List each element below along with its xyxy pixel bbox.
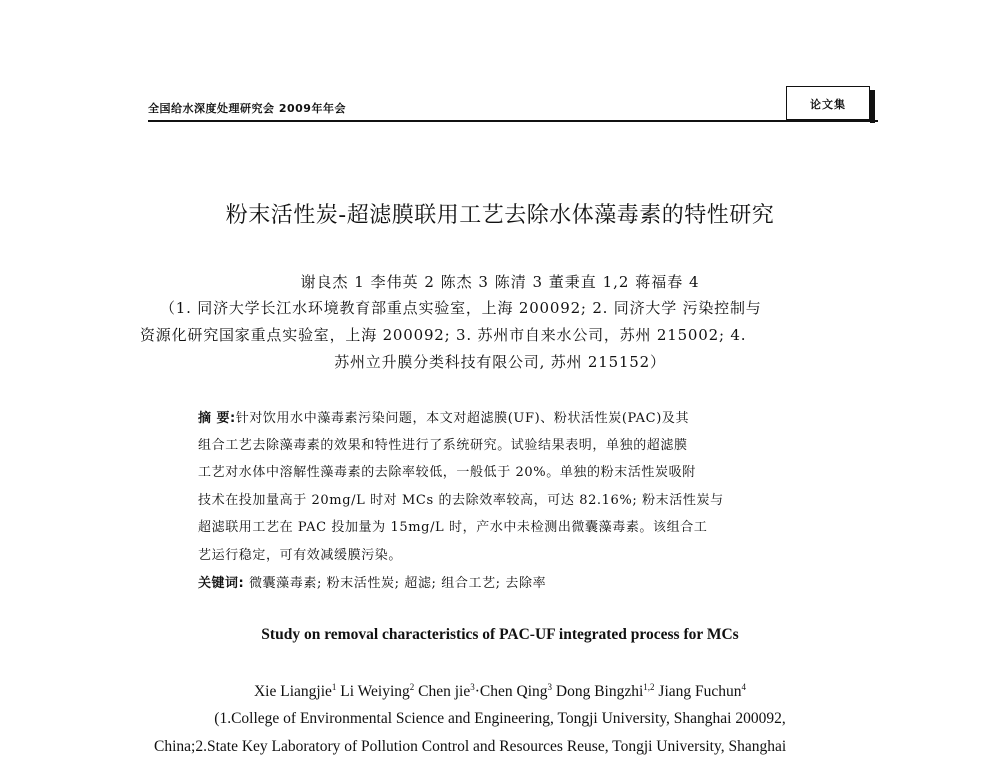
section-badge-shadow <box>870 90 875 123</box>
section-badge <box>786 86 870 120</box>
affiliation-en-line: (1.College of Environmental Science and Engineering, Tongji University, Shanghai 200092, <box>214 710 786 727</box>
authors-cn: 谢良杰 1 李伟英 2 陈杰 3 陈清 3 董秉直 1,2 蒋福春 4 <box>300 273 700 291</box>
paper-title-en: Study on removal characteristics of PAC-UF integrated process for MCs <box>261 626 739 643</box>
abstract-line: 超滤联用工艺在 PAC 投加量为 15mg/L 时，产水中未检测出微囊藻毒素。该组合工 <box>198 520 708 535</box>
author-name: Li Weiying <box>336 683 410 701</box>
keywords-label: 关键词: <box>198 576 245 591</box>
author-name: Jiang Fuchun <box>654 683 742 701</box>
affiliation-cn-line: （1. 同济大学长江水环境教育部重点实验室，上海 200092; 2. 同济大学 污染控制与 <box>160 299 762 317</box>
paper-title-cn: 粉末活性炭-超滤膜联用工艺去除水体藻毒素的特性研究 <box>225 203 775 228</box>
author-name: Xie Liangjie <box>253 683 332 701</box>
abstract-line: 工艺对水体中溶解性藻毒素的去除率较低，一般低于 20%。单独的粉末活性炭吸附 <box>198 465 696 480</box>
abstract-line: 技术在投加量高于 20mg/L 时对 MCs 的去除效率较高，可达 82.16%; 粉末活性炭与 <box>198 493 724 508</box>
author-name: ·Chen Qing <box>474 683 548 701</box>
abstract-line <box>198 407 689 426</box>
abstract-line: 组合工艺去除藻毒素的效果和特性进行了系统研究。试验结果表明，单独的超滤膜 <box>198 438 688 453</box>
authors-en <box>0 682 1000 701</box>
affiliation-cn-line: 资源化研究国家重点实验室，上海 200092; 3. 苏州市自来水公司，苏州 215002; 4. <box>140 326 747 344</box>
abstract-label: 摘 要: <box>198 411 236 426</box>
abstract-text: 针对饮用水中藻毒素污染问题，本文对超滤膜(UF)、粉状活性炭(PAC)及其 <box>235 411 690 426</box>
header-rule <box>148 120 878 122</box>
author-affiliation-mark: 4 <box>741 682 747 692</box>
running-header: 全国给水深度处理研究会 2009年年会 <box>148 102 346 115</box>
abstract-line: 艺运行稳定，可有效减缓膜污染。 <box>198 548 403 563</box>
affiliation-en-line: China;2.State Key Laboratory of Pollution Control and Resources Reuse, Tongji University, Shanghai <box>154 738 787 755</box>
author-affiliation-mark: 2 <box>409 682 415 692</box>
affiliation-cn-line: 苏州立升膜分类科技有限公司, 苏州 215152） <box>334 353 666 371</box>
author-affiliation-mark: 3 <box>470 682 475 692</box>
author-name: Dong Bingzhi <box>552 683 644 701</box>
author-affiliation-mark: 3 <box>547 682 553 692</box>
keywords-text: 微囊藻毒素; 粉末活性炭; 超滤; 组合工艺; 去除率 <box>248 576 547 591</box>
keywords-line <box>198 572 546 591</box>
section-badge-label: 论文集 <box>810 98 846 111</box>
author-name: Chen jie <box>414 683 471 701</box>
author-affiliation-mark: 1,2 <box>643 682 655 692</box>
author-affiliation-mark: 1 <box>331 682 337 692</box>
